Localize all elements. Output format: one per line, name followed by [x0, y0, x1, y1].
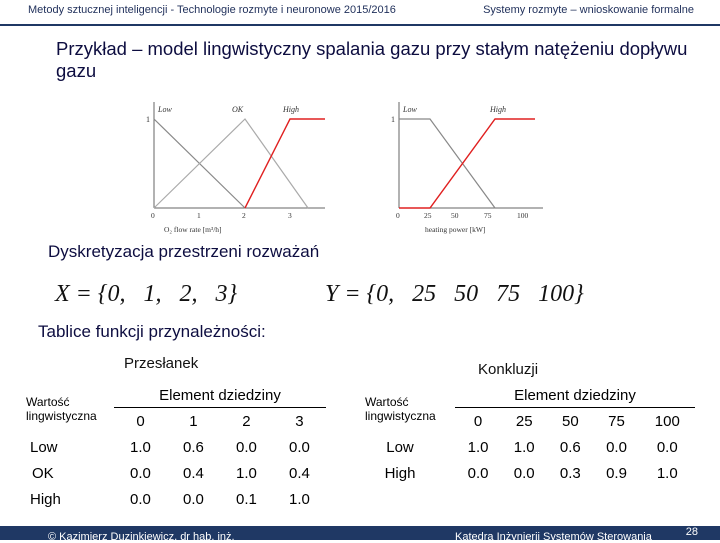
page-number: 28 — [685, 526, 698, 538]
x-tick-0: 0 — [396, 211, 400, 220]
chart-heating-power — [385, 92, 550, 237]
col-header: 100 — [654, 412, 680, 430]
col-header: 50 — [562, 412, 579, 430]
table-cell: 0.0 — [513, 464, 535, 482]
x-domain-set: X = {0, 1, 2, 3} — [55, 281, 238, 307]
row-label: High — [30, 490, 61, 508]
x-tick-0: 0 — [151, 211, 155, 220]
table-cell: 0.6 — [183, 438, 204, 456]
curve-high — [245, 119, 325, 208]
discretization-heading: Dyskretyzacja przestrzeni rozważań — [48, 242, 320, 261]
row-header: Wartość lingwistyczna — [365, 394, 436, 423]
row-header: Wartość lingwistyczna — [26, 394, 97, 423]
table-row — [345, 460, 695, 486]
table-cell: 0.3 — [559, 464, 581, 482]
footer-author: © Kazimierz Duzinkiewicz, dr hab. inż. — [48, 531, 235, 543]
table-cell: 0.1 — [235, 490, 257, 508]
slide-header — [0, 0, 720, 26]
x-tick-2: 2 — [242, 211, 246, 220]
y-tick-1: 1 — [391, 115, 395, 124]
table-cell: 1.0 — [130, 438, 151, 456]
x-tick-50: 50 — [451, 211, 459, 220]
table-cell: 0.0 — [467, 464, 489, 482]
table-cell: 0.0 — [183, 490, 204, 508]
table-cell: 1.0 — [513, 438, 535, 456]
table-cell: 0.0 — [130, 464, 151, 482]
table-cell: 1.0 — [235, 464, 257, 482]
column-group-header: Element dziedziny — [114, 383, 326, 408]
row-label: OK — [32, 464, 54, 482]
x-tick-25: 25 — [424, 211, 432, 220]
table-cell: 1.0 — [289, 490, 310, 508]
label-low: Low — [158, 105, 172, 114]
col-header: 2 — [242, 412, 251, 430]
table-cell: 0.6 — [559, 438, 581, 456]
row-label: Low — [30, 438, 58, 456]
curve-high — [399, 119, 535, 208]
conclusion-caption: Konkluzji — [478, 361, 539, 378]
label-low: Low — [403, 105, 417, 114]
table-cell: 0.0 — [289, 438, 310, 456]
table-cell: 1.0 — [467, 438, 489, 456]
chart-o2-flow — [140, 92, 330, 237]
table-cell: 1.0 — [656, 464, 678, 482]
column-group-header: Element dziedziny — [455, 383, 695, 408]
table-cell: 0.0 — [656, 438, 678, 456]
col-header: 0 — [136, 412, 145, 430]
x-tick-100: 100 — [517, 211, 529, 220]
col-header: 0 — [473, 412, 483, 430]
table-cell: 0.0 — [606, 438, 627, 456]
table-row — [26, 434, 326, 460]
label-high: High — [490, 105, 506, 114]
conclusion-table — [345, 383, 695, 486]
table-row — [26, 486, 326, 512]
table-cell: 0.0 — [130, 490, 151, 508]
table-row — [26, 460, 326, 486]
header-divider — [0, 24, 720, 26]
premise-caption: Przesłanek — [124, 355, 199, 372]
row-label: High — [384, 464, 416, 482]
table-cell: 0.4 — [183, 464, 204, 482]
x-axis-label: heating power [kW] — [425, 225, 486, 234]
label-high: High — [283, 105, 299, 114]
slide-title: Przykład – model lingwistyczny spalania gazu przy stałym natężeniu dopływu gazu — [56, 38, 688, 81]
y-domain-set: Y = {0, 25 50 75 100} — [325, 281, 584, 307]
x-tick-75: 75 — [484, 211, 492, 220]
header-topic: Systemy rozmyte – wnioskowanie formalne — [483, 4, 694, 16]
table-row — [345, 434, 695, 460]
col-header: 1 — [189, 412, 198, 430]
footer-department: Katedra Inżynierii Systemów Sterowania — [455, 531, 652, 543]
y-tick-1: 1 — [146, 115, 150, 124]
x-tick-1: 1 — [197, 211, 201, 220]
col-header: 25 — [515, 412, 533, 430]
table-cell: 0.9 — [606, 464, 627, 482]
slide-footer — [0, 526, 720, 543]
row-label: Low — [386, 438, 414, 456]
x-axis-label: O₂ flow rate [m³/h] — [164, 225, 222, 234]
table-cell: 0.0 — [235, 438, 257, 456]
label-ok: OK — [232, 105, 244, 114]
x-tick-3: 3 — [288, 211, 292, 220]
header-course-title: Metody sztucznej inteligencji - Technologie rozmyte i neuronowe 2015/2016 — [28, 4, 396, 16]
col-header: 75 — [608, 412, 625, 430]
table-cell: 0.4 — [289, 464, 310, 482]
col-header: 3 — [295, 412, 304, 430]
tables-heading: Tablice funkcji przynależności: — [38, 322, 266, 341]
premise-table — [26, 383, 326, 512]
curve-low — [399, 119, 495, 208]
